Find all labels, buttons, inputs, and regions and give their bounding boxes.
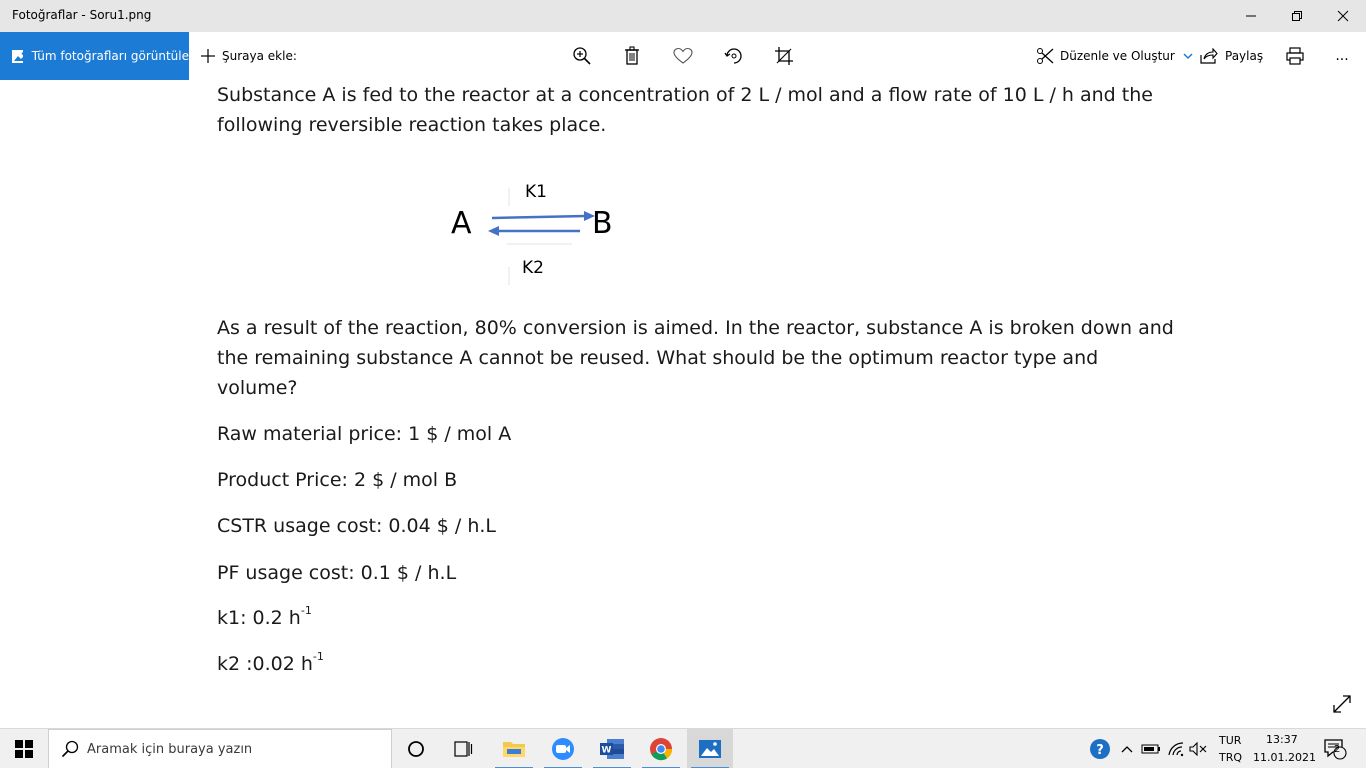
expand-icon: [1330, 692, 1354, 716]
k2-text: k2 :0.02 h: [217, 653, 313, 675]
search-placeholder: Aramak için buraya yazın: [87, 741, 253, 757]
volume-button[interactable]: [1188, 729, 1208, 768]
crop-icon: [774, 46, 794, 66]
question-paragraph: [217, 313, 1174, 403]
start-button[interactable]: [0, 729, 48, 768]
search-icon: [61, 740, 79, 758]
more-button[interactable]: ...: [1335, 48, 1349, 64]
pf-cost: PF usage cost: 0.1 $ / h.L: [217, 562, 457, 584]
all-photos-button[interactable]: [0, 32, 189, 80]
rotate-button[interactable]: [722, 44, 746, 68]
word-app[interactable]: [589, 729, 635, 768]
title-bar: [0, 0, 1366, 32]
image-viewer: [0, 80, 1366, 728]
zoom-video-icon: [551, 737, 575, 761]
share-icon: [1200, 48, 1218, 64]
add-to-button[interactable]: [200, 32, 297, 80]
intro-line-1: Substance A is fed to the reactor at a concentration of 2 L / mol and a flow rate of 10 L / h and the: [217, 84, 1153, 106]
svg-text:?: ?: [1096, 743, 1104, 758]
toolbar: [0, 32, 1366, 80]
reaction-diagram: [440, 170, 640, 300]
question-line-2: the remaining substance A cannot be reused. What should be the optimum reactor type and: [217, 347, 1099, 369]
forward-arrow: [492, 216, 586, 218]
battery-button[interactable]: [1140, 729, 1162, 768]
language-top[interactable]: TUR: [1219, 734, 1242, 747]
window-title: Fotoğraflar - Soru1.png: [12, 8, 152, 22]
show-hidden-icons-button[interactable]: [1119, 729, 1135, 768]
chrome-app[interactable]: [638, 729, 684, 768]
print-icon: [1285, 46, 1305, 66]
product-label: B: [592, 206, 613, 241]
svg-text:W: W: [601, 745, 612, 756]
k1-text: k1: 0.2 h: [217, 607, 301, 629]
windows-logo-icon: [15, 740, 33, 758]
k2-value: [217, 650, 324, 675]
restore-icon: [1291, 10, 1303, 22]
share-button[interactable]: [1200, 32, 1263, 80]
k2-exponent: -1: [312, 650, 324, 663]
file-explorer-app[interactable]: [491, 729, 537, 768]
cortana-button[interactable]: [393, 729, 439, 768]
clock-time[interactable]: 13:37: [1266, 733, 1298, 746]
network-button[interactable]: [1166, 729, 1186, 768]
photos-icon: [698, 739, 722, 759]
favorite-button[interactable]: [671, 44, 695, 68]
zoom-button[interactable]: [570, 44, 594, 68]
intro-line-2: following reversible reaction takes place.: [217, 114, 607, 136]
k1-exponent: -1: [300, 604, 312, 617]
add-to-label: Şuraya ekle:: [222, 49, 297, 63]
task-view-icon: [453, 740, 473, 758]
clock-date[interactable]: 11.01.2021: [1253, 751, 1316, 764]
reverse-rate-label: K2: [522, 258, 544, 278]
help-tray-button[interactable]: [1088, 729, 1112, 768]
battery-icon: [1141, 743, 1161, 755]
share-label: Paylaş: [1225, 49, 1264, 63]
k1-value: [217, 604, 312, 629]
notifications-button[interactable]: [1320, 729, 1350, 768]
plus-icon: [200, 48, 216, 64]
wifi-icon: [1167, 741, 1185, 757]
task-view-button[interactable]: [440, 729, 486, 768]
cstr-cost: CSTR usage cost: 0.04 $ / h.L: [217, 515, 496, 537]
photos-app[interactable]: [687, 729, 733, 768]
raw-material-price: Raw material price: 1 $ / mol A: [217, 423, 512, 445]
crop-button[interactable]: [772, 44, 796, 68]
intro-paragraph: [217, 80, 1153, 140]
edit-create-icon: [1036, 47, 1054, 65]
notification-count: 2: [1334, 744, 1341, 755]
fullscreen-button[interactable]: [1330, 692, 1354, 716]
zoom-in-icon: [572, 46, 592, 66]
taskbar: [0, 728, 1366, 768]
photo-icon: [12, 50, 23, 63]
question-line-3: volume?: [217, 377, 298, 399]
edit-create-label: Düzenle ve Oluştur: [1060, 49, 1175, 63]
word-icon: [599, 738, 625, 760]
cortana-icon: [407, 740, 425, 758]
reverse-arrowhead: [488, 226, 499, 236]
volume-muted-icon: [1189, 742, 1207, 756]
chevron-up-icon: [1121, 744, 1133, 754]
minimize-button[interactable]: [1228, 0, 1274, 32]
edit-create-button[interactable]: [1036, 32, 1193, 80]
close-button[interactable]: [1320, 0, 1366, 32]
close-icon: [1337, 10, 1349, 22]
language-bottom[interactable]: TRQ: [1219, 751, 1243, 764]
delete-button[interactable]: [620, 44, 644, 68]
search-input[interactable]: [48, 729, 392, 768]
heart-icon: [673, 47, 693, 65]
forward-rate-label: K1: [525, 182, 547, 202]
trash-icon: [623, 46, 641, 66]
print-button[interactable]: [1283, 44, 1307, 68]
restore-button[interactable]: [1274, 0, 1320, 32]
all-photos-label: Tüm fotoğrafları görüntüle: [31, 49, 189, 63]
product-price: Product Price: 2 $ / mol B: [217, 469, 458, 491]
chevron-down-icon: [1183, 52, 1193, 60]
zoom-app[interactable]: [540, 729, 586, 768]
rotate-icon: [724, 46, 744, 66]
question-line-1: As a result of the reaction, 80% conversion is aimed. In the reactor, substance A is broken down and: [217, 317, 1174, 339]
chrome-icon: [649, 737, 673, 761]
folder-icon: [502, 739, 526, 759]
help-icon: [1089, 738, 1111, 760]
reactant-label: A: [451, 206, 472, 241]
minimize-icon: [1245, 10, 1257, 22]
